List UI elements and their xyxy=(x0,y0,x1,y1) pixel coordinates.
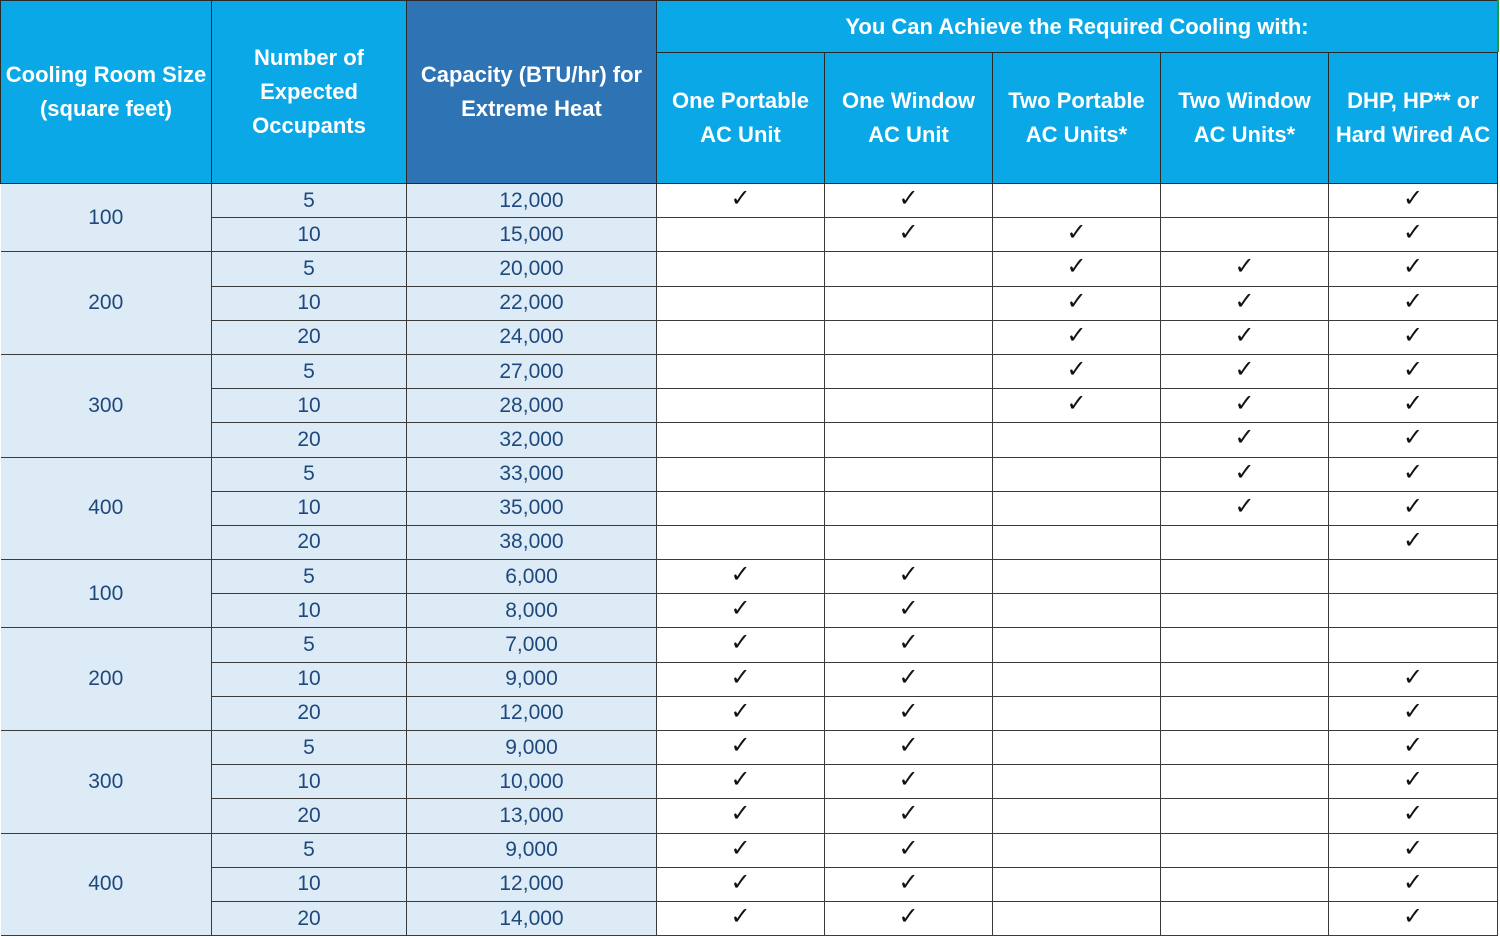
capacity-cell: 15,000 xyxy=(407,218,657,252)
checkmark-icon: ✓ xyxy=(1402,321,1424,349)
option-cell xyxy=(657,901,825,935)
capacity-cell: 24,000 xyxy=(407,320,657,354)
occupants-cell: 10 xyxy=(212,662,407,696)
header-option-5: DHP, HP** or Hard Wired AC xyxy=(1329,53,1498,184)
checkmark-icon: ✓ xyxy=(730,697,751,725)
capacity-cell: 14,000 xyxy=(407,901,657,935)
option-cell xyxy=(1329,457,1498,491)
capacity-cell: 35,000 xyxy=(407,491,657,525)
option-cell xyxy=(657,628,825,662)
cell-selection-edge xyxy=(1497,0,1499,52)
checkmark-icon: ✓ xyxy=(898,663,919,691)
checkmark-icon: ✓ xyxy=(730,766,751,794)
checkmark-icon: ✓ xyxy=(898,766,919,794)
option-cell xyxy=(993,594,1161,628)
option-cell xyxy=(993,320,1161,354)
option-cell xyxy=(993,628,1161,662)
occupants-cell: 5 xyxy=(212,560,407,594)
option-cell xyxy=(1329,252,1498,286)
checkmark-icon: ✓ xyxy=(898,834,919,862)
checkmark-icon: ✓ xyxy=(1402,424,1424,452)
option-cell xyxy=(657,457,825,491)
occupants-cell: 20 xyxy=(212,696,407,730)
table-row xyxy=(1,320,1498,354)
checkmark-icon: ✓ xyxy=(1234,424,1255,452)
table-row xyxy=(1,833,1498,867)
option-cell xyxy=(657,799,825,833)
option-cell xyxy=(993,525,1161,559)
room-size-cell: 400 xyxy=(1,457,212,560)
option-cell xyxy=(825,525,993,559)
room-size-cell: 400 xyxy=(1,833,212,936)
checkmark-icon: ✓ xyxy=(898,868,919,896)
option-cell xyxy=(825,901,993,935)
option-cell xyxy=(993,423,1161,457)
checkmark-icon: ✓ xyxy=(898,697,919,725)
option-cell xyxy=(1329,799,1498,833)
checkmark-icon: ✓ xyxy=(1402,868,1424,896)
header-option-1: One Portable AC Unit xyxy=(657,53,825,184)
checkmark-icon: ✓ xyxy=(898,561,919,589)
option-cell xyxy=(1329,389,1498,423)
table-row xyxy=(1,457,1498,491)
option-cell xyxy=(1161,184,1329,218)
checkmark-icon: ✓ xyxy=(898,902,919,930)
table-body xyxy=(1,184,1498,936)
checkmark-icon: ✓ xyxy=(1066,287,1087,315)
option-cell xyxy=(1329,662,1498,696)
header-options-group: You Can Achieve the Required Cooling with: xyxy=(657,1,1498,53)
option-cell xyxy=(1161,833,1329,867)
option-cell xyxy=(1329,525,1498,559)
option-cell xyxy=(993,799,1161,833)
option-cell xyxy=(825,662,993,696)
checkmark-icon: ✓ xyxy=(1402,732,1424,759)
occupants-cell: 5 xyxy=(212,628,407,662)
checkmark-icon: ✓ xyxy=(1234,390,1255,418)
capacity-cell: 28,000 xyxy=(407,389,657,423)
option-cell xyxy=(1161,594,1329,628)
option-cell xyxy=(825,628,993,662)
checkmark-icon: ✓ xyxy=(898,800,919,828)
checkmark-icon: ✓ xyxy=(1402,766,1424,794)
table-row xyxy=(1,286,1498,320)
checkmark-icon: ✓ xyxy=(898,219,919,247)
checkmark-icon: ✓ xyxy=(1402,253,1424,281)
option-cell xyxy=(657,218,825,252)
occupants-cell: 10 xyxy=(212,218,407,252)
capacity-cell: 12,000 xyxy=(407,696,657,730)
checkmark-icon: ✓ xyxy=(1234,253,1255,281)
capacity-cell: 8,000 xyxy=(407,594,657,628)
option-cell xyxy=(825,252,993,286)
option-cell xyxy=(825,184,993,218)
header-option-2: One Window AC Unit xyxy=(825,53,993,184)
occupants-cell: 5 xyxy=(212,354,407,388)
checkmark-icon: ✓ xyxy=(898,732,919,759)
capacity-cell: 20,000 xyxy=(407,252,657,286)
checkmark-icon: ✓ xyxy=(730,185,751,212)
capacity-cell: 6,000 xyxy=(407,560,657,594)
option-cell xyxy=(1329,286,1498,320)
checkmark-icon: ✓ xyxy=(1402,526,1424,554)
checkmark-icon: ✓ xyxy=(1234,321,1255,349)
option-cell xyxy=(657,320,825,354)
checkmark-icon: ✓ xyxy=(1402,287,1424,315)
option-cell xyxy=(1161,867,1329,901)
option-cell xyxy=(657,491,825,525)
option-cell xyxy=(825,218,993,252)
option-cell xyxy=(825,867,993,901)
capacity-cell: 12,000 xyxy=(407,867,657,901)
checkmark-icon: ✓ xyxy=(1066,390,1087,418)
header-capacity: Capacity (BTU/hr) for Extreme Heat xyxy=(407,1,657,184)
option-cell xyxy=(1329,423,1498,457)
checkmark-icon: ✓ xyxy=(1066,219,1087,247)
capacity-cell: 12,000 xyxy=(407,184,657,218)
option-cell xyxy=(993,560,1161,594)
occupants-cell: 5 xyxy=(212,833,407,867)
option-cell xyxy=(1161,628,1329,662)
checkmark-icon: ✓ xyxy=(898,185,919,212)
option-cell xyxy=(657,525,825,559)
option-cell xyxy=(657,184,825,218)
table-row xyxy=(1,765,1498,799)
option-cell xyxy=(1161,354,1329,388)
table-row xyxy=(1,423,1498,457)
option-cell xyxy=(1329,628,1498,662)
table-header xyxy=(1,1,1498,184)
occupants-cell: 10 xyxy=(212,594,407,628)
option-cell xyxy=(993,731,1161,765)
header-occupants: Number of Expected Occupants xyxy=(212,1,407,184)
table-row xyxy=(1,628,1498,662)
option-cell xyxy=(657,354,825,388)
checkmark-icon: ✓ xyxy=(1066,355,1087,383)
checkmark-icon: ✓ xyxy=(898,629,919,657)
checkmark-icon: ✓ xyxy=(1234,458,1255,486)
option-cell xyxy=(1329,833,1498,867)
option-cell xyxy=(657,833,825,867)
option-cell xyxy=(1329,184,1498,218)
checkmark-icon: ✓ xyxy=(1402,185,1424,212)
option-cell xyxy=(1161,389,1329,423)
option-cell xyxy=(1161,286,1329,320)
checkmark-icon: ✓ xyxy=(1402,492,1424,520)
table-row xyxy=(1,594,1498,628)
checkmark-icon: ✓ xyxy=(1402,458,1424,486)
option-cell xyxy=(993,491,1161,525)
option-cell xyxy=(657,560,825,594)
checkmark-icon: ✓ xyxy=(1066,253,1087,281)
checkmark-icon: ✓ xyxy=(730,629,751,657)
option-cell xyxy=(1161,662,1329,696)
option-cell xyxy=(825,594,993,628)
option-cell xyxy=(657,286,825,320)
option-cell xyxy=(1329,491,1498,525)
option-cell xyxy=(1161,901,1329,935)
option-cell xyxy=(993,286,1161,320)
option-cell xyxy=(1161,457,1329,491)
table-row xyxy=(1,560,1498,594)
checkmark-icon: ✓ xyxy=(1402,902,1424,930)
option-cell xyxy=(825,457,993,491)
option-cell xyxy=(657,252,825,286)
capacity-cell: 9,000 xyxy=(407,731,657,765)
option-cell xyxy=(825,765,993,799)
table-row xyxy=(1,799,1498,833)
occupants-cell: 20 xyxy=(212,320,407,354)
capacity-cell: 27,000 xyxy=(407,354,657,388)
option-cell xyxy=(1161,525,1329,559)
option-cell xyxy=(1161,765,1329,799)
option-cell xyxy=(825,560,993,594)
option-cell xyxy=(1329,731,1498,765)
option-cell xyxy=(657,696,825,730)
option-cell xyxy=(1329,901,1498,935)
room-size-cell: 200 xyxy=(1,252,212,355)
occupants-cell: 20 xyxy=(212,901,407,935)
option-cell xyxy=(657,867,825,901)
option-cell xyxy=(657,389,825,423)
option-cell xyxy=(1161,799,1329,833)
option-cell xyxy=(825,731,993,765)
option-cell xyxy=(1329,560,1498,594)
option-cell xyxy=(1161,491,1329,525)
table-row xyxy=(1,662,1498,696)
checkmark-icon: ✓ xyxy=(1402,355,1424,383)
occupants-cell: 5 xyxy=(212,731,407,765)
option-cell xyxy=(993,833,1161,867)
option-cell xyxy=(993,457,1161,491)
option-cell xyxy=(825,833,993,867)
occupants-cell: 5 xyxy=(212,457,407,491)
header-room-size: Cooling Room Size (square feet) xyxy=(1,1,212,184)
room-size-cell: 100 xyxy=(1,184,212,252)
option-cell xyxy=(1329,354,1498,388)
option-cell xyxy=(825,491,993,525)
checkmark-icon: ✓ xyxy=(1402,390,1424,418)
option-cell xyxy=(1161,560,1329,594)
option-cell xyxy=(657,662,825,696)
checkmark-icon: ✓ xyxy=(730,868,751,896)
option-cell xyxy=(993,867,1161,901)
table-row xyxy=(1,389,1498,423)
occupants-cell: 10 xyxy=(212,491,407,525)
checkmark-icon: ✓ xyxy=(1402,219,1424,247)
checkmark-icon: ✓ xyxy=(730,561,751,589)
occupants-cell: 10 xyxy=(212,389,407,423)
checkmark-icon: ✓ xyxy=(1234,492,1255,520)
checkmark-icon: ✓ xyxy=(730,834,751,862)
option-cell xyxy=(1161,218,1329,252)
occupants-cell: 10 xyxy=(212,765,407,799)
option-cell xyxy=(657,423,825,457)
option-cell xyxy=(825,696,993,730)
option-cell xyxy=(1329,696,1498,730)
table-row xyxy=(1,354,1498,388)
capacity-cell: 32,000 xyxy=(407,423,657,457)
checkmark-icon: ✓ xyxy=(730,595,751,623)
header-option-3: Two Portable AC Units* xyxy=(993,53,1161,184)
option-cell xyxy=(825,423,993,457)
option-cell xyxy=(1329,867,1498,901)
checkmark-icon: ✓ xyxy=(730,902,751,930)
capacity-cell: 22,000 xyxy=(407,286,657,320)
capacity-cell: 9,000 xyxy=(407,662,657,696)
checkmark-icon: ✓ xyxy=(898,595,919,623)
option-cell xyxy=(993,662,1161,696)
option-cell xyxy=(993,252,1161,286)
checkmark-icon: ✓ xyxy=(1402,697,1424,725)
table-row xyxy=(1,525,1498,559)
table-row xyxy=(1,252,1498,286)
option-cell xyxy=(825,286,993,320)
option-cell xyxy=(825,799,993,833)
option-cell xyxy=(993,901,1161,935)
option-cell xyxy=(993,765,1161,799)
option-cell xyxy=(657,731,825,765)
table-row xyxy=(1,184,1498,218)
option-cell xyxy=(993,696,1161,730)
option-cell xyxy=(1329,765,1498,799)
checkmark-icon: ✓ xyxy=(730,663,751,691)
option-cell xyxy=(1161,320,1329,354)
occupants-cell: 10 xyxy=(212,867,407,901)
option-cell xyxy=(1329,218,1498,252)
option-cell xyxy=(993,389,1161,423)
checkmark-icon: ✓ xyxy=(1066,321,1087,349)
capacity-cell: 38,000 xyxy=(407,525,657,559)
option-cell xyxy=(993,184,1161,218)
option-cell xyxy=(1329,594,1498,628)
room-size-cell: 300 xyxy=(1,354,212,457)
occupants-cell: 20 xyxy=(212,423,407,457)
option-cell xyxy=(825,389,993,423)
occupants-cell: 20 xyxy=(212,799,407,833)
option-cell xyxy=(825,320,993,354)
option-cell xyxy=(993,218,1161,252)
room-size-cell: 100 xyxy=(1,560,212,628)
header-option-4: Two Window AC Units* xyxy=(1161,53,1329,184)
checkmark-icon: ✓ xyxy=(730,800,751,828)
checkmark-icon: ✓ xyxy=(1234,355,1255,383)
occupants-cell: 10 xyxy=(212,286,407,320)
capacity-cell: 13,000 xyxy=(407,799,657,833)
table-row xyxy=(1,696,1498,730)
table-row xyxy=(1,867,1498,901)
option-cell xyxy=(993,354,1161,388)
room-size-cell: 200 xyxy=(1,628,212,731)
option-cell xyxy=(1161,696,1329,730)
occupants-cell: 5 xyxy=(212,184,407,218)
checkmark-icon: ✓ xyxy=(1234,287,1255,315)
table-row xyxy=(1,218,1498,252)
checkmark-icon: ✓ xyxy=(1402,800,1424,828)
option-cell xyxy=(1161,423,1329,457)
capacity-cell: 9,000 xyxy=(407,833,657,867)
option-cell xyxy=(657,765,825,799)
option-cell xyxy=(1161,252,1329,286)
room-size-cell: 300 xyxy=(1,731,212,834)
option-cell xyxy=(657,594,825,628)
option-cell xyxy=(1161,731,1329,765)
table-row xyxy=(1,731,1498,765)
occupants-cell: 20 xyxy=(212,525,407,559)
capacity-cell: 33,000 xyxy=(407,457,657,491)
option-cell xyxy=(1329,320,1498,354)
checkmark-icon: ✓ xyxy=(1402,663,1424,691)
capacity-cell: 7,000 xyxy=(407,628,657,662)
checkmark-icon: ✓ xyxy=(730,732,751,759)
capacity-cell: 10,000 xyxy=(407,765,657,799)
occupants-cell: 5 xyxy=(212,252,407,286)
table-row xyxy=(1,901,1498,935)
table-row xyxy=(1,491,1498,525)
checkmark-icon: ✓ xyxy=(1402,834,1424,862)
option-cell xyxy=(825,354,993,388)
